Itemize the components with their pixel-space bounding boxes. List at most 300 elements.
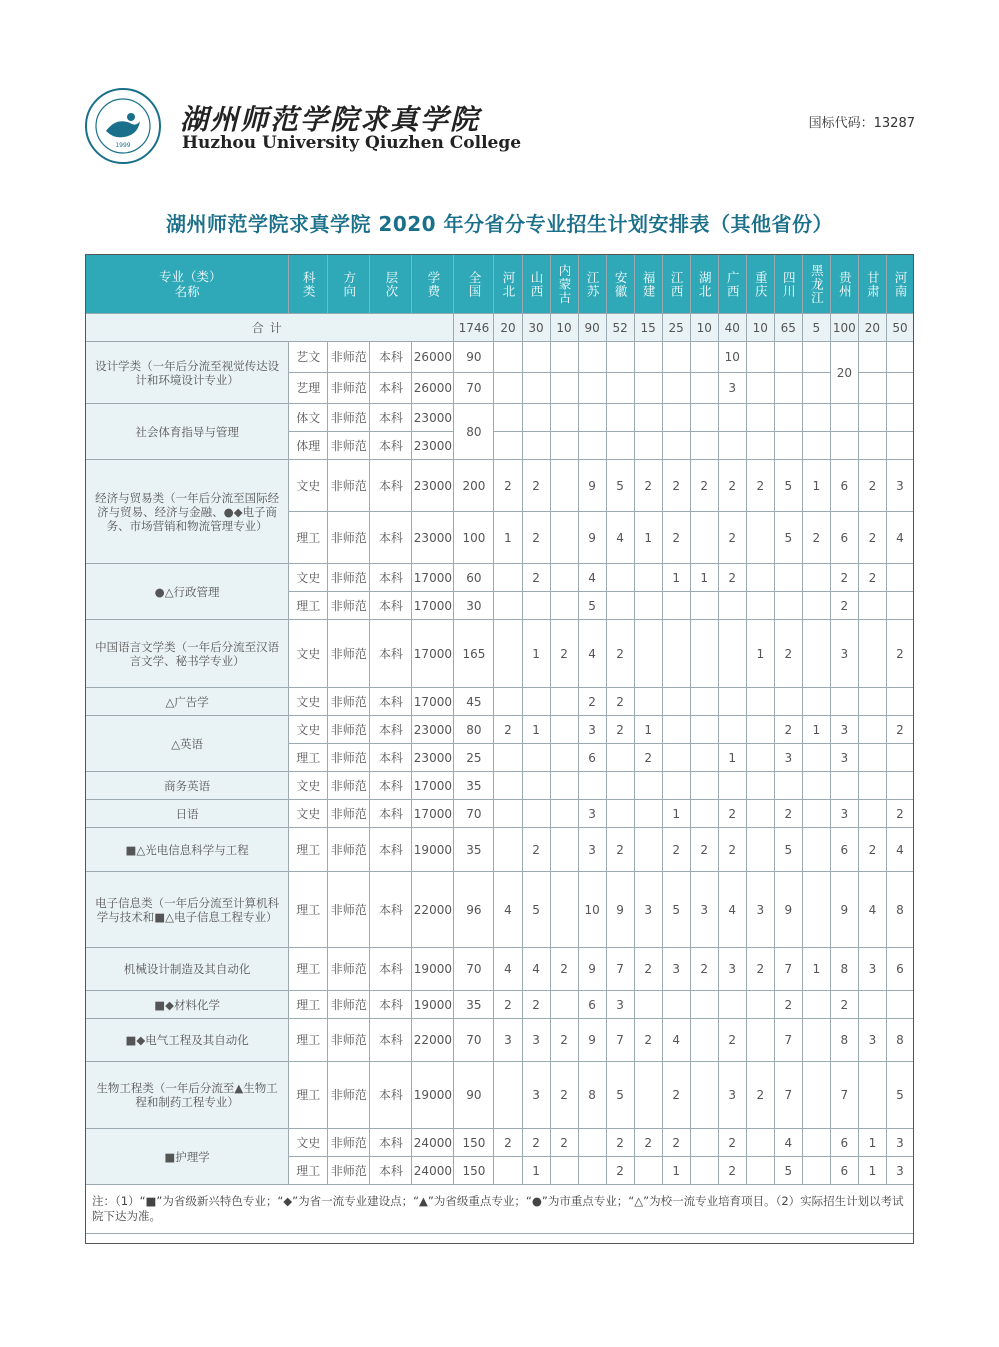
cc-cell: 本科 <box>370 1129 412 1157</box>
province-cell <box>634 1062 662 1129</box>
province-cell: 6 <box>830 1157 858 1185</box>
province-cell <box>802 991 830 1019</box>
note-row <box>86 1185 914 1234</box>
province-cell: 2 <box>718 800 746 828</box>
province-cell <box>550 744 578 772</box>
xf-cell: 23000 <box>412 716 454 744</box>
qg-cell: 70 <box>454 1019 494 1062</box>
province-cell <box>746 342 774 373</box>
province-cell <box>578 1129 606 1157</box>
province-cell <box>802 744 830 772</box>
province-cell: 2 <box>662 512 690 564</box>
province-cell: 3 <box>718 948 746 991</box>
province-cell <box>746 772 774 800</box>
col-province: 河南 <box>886 255 913 314</box>
col-province: 山西 <box>522 255 550 314</box>
province-cell <box>746 991 774 1019</box>
cc-cell: 本科 <box>370 564 412 592</box>
col-major: 专业（类）名称 <box>86 255 289 314</box>
xf-cell: 17000 <box>412 620 454 688</box>
college-name-cn: 湖州师范学院求真学院 <box>180 103 481 136</box>
province-cell <box>690 688 718 716</box>
major-name: ■◆材料化学 <box>86 991 289 1019</box>
province-cell: 3 <box>718 1062 746 1129</box>
province-cell: 2 <box>858 512 886 564</box>
province-cell: 2 <box>522 1129 550 1157</box>
province-cell <box>746 716 774 744</box>
province-cell: 2 <box>606 1157 634 1185</box>
province-cell <box>746 1129 774 1157</box>
qg-cell: 80 <box>454 716 494 744</box>
major-name: ●△行政管理 <box>86 564 289 620</box>
province-cell <box>858 1062 886 1129</box>
ke-cell: 理工 <box>289 592 328 620</box>
cc-cell: 本科 <box>370 1157 412 1185</box>
province-cell <box>634 592 662 620</box>
province-cell: 2 <box>606 828 634 872</box>
province-cell <box>886 772 913 800</box>
ke-cell: 理工 <box>289 991 328 1019</box>
province-cell: 2 <box>774 991 802 1019</box>
total-cell: 40 <box>718 314 746 342</box>
qg-cell: 80 <box>454 404 494 460</box>
province-cell: 1 <box>858 1157 886 1185</box>
province-cell <box>746 512 774 564</box>
col-province: 安徽 <box>606 255 634 314</box>
province-cell: 1 <box>802 716 830 744</box>
province-cell: 2 <box>494 460 522 512</box>
cc-cell: 本科 <box>370 342 412 373</box>
province-cell: 2 <box>690 460 718 512</box>
cc-cell: 本科 <box>370 772 412 800</box>
college-name-en: Huzhou University Qiuzhen College <box>182 133 522 153</box>
province-cell <box>718 688 746 716</box>
xf-cell: 17000 <box>412 592 454 620</box>
province-cell <box>494 564 522 592</box>
major-name: ■护理学 <box>86 1129 289 1185</box>
province-cell <box>662 772 690 800</box>
col-province: 江西 <box>662 255 690 314</box>
qg-cell: 60 <box>454 564 494 592</box>
enrollment-table <box>85 254 914 1234</box>
province-cell <box>886 373 913 404</box>
province-cell: 2 <box>886 716 913 744</box>
qg-cell: 35 <box>454 772 494 800</box>
province-cell <box>690 342 718 373</box>
province-cell <box>858 592 886 620</box>
province-cell <box>606 342 634 373</box>
cc-cell: 本科 <box>370 1019 412 1062</box>
province-cell <box>606 592 634 620</box>
table-body <box>86 314 914 1185</box>
province-cell <box>578 342 606 373</box>
province-cell <box>802 1019 830 1062</box>
fx-cell: 非师范 <box>328 828 370 872</box>
province-cell <box>718 404 746 432</box>
fx-cell: 非师范 <box>328 1129 370 1157</box>
province-cell: 4 <box>886 512 913 564</box>
province-cell <box>802 373 830 404</box>
province-cell <box>858 716 886 744</box>
province-cell <box>774 432 802 460</box>
col-fx: 方向 <box>328 255 370 314</box>
province-cell: 2 <box>494 1129 522 1157</box>
province-cell: 3 <box>858 1019 886 1062</box>
province-cell: 2 <box>550 1019 578 1062</box>
fx-cell: 非师范 <box>328 744 370 772</box>
table-row <box>86 991 914 1019</box>
col-province: 河北 <box>494 255 522 314</box>
ke-cell: 文史 <box>289 620 328 688</box>
province-cell <box>494 1062 522 1129</box>
province-cell: 2 <box>774 800 802 828</box>
cc-cell: 本科 <box>370 744 412 772</box>
province-cell <box>634 404 662 432</box>
province-cell <box>550 564 578 592</box>
ke-cell: 体理 <box>289 432 328 460</box>
province-cell: 2 <box>718 1019 746 1062</box>
national-code: 国标代码：13287 <box>808 116 915 131</box>
cc-cell: 本科 <box>370 460 412 512</box>
province-cell: 5 <box>886 1062 913 1129</box>
province-cell <box>550 772 578 800</box>
total-cell: 20 <box>858 314 886 342</box>
province-cell <box>494 800 522 828</box>
ke-cell: 文史 <box>289 688 328 716</box>
province-cell <box>494 404 522 432</box>
province-cell <box>802 592 830 620</box>
xf-cell: 23000 <box>412 432 454 460</box>
xf-cell: 24000 <box>412 1129 454 1157</box>
province-cell: 1 <box>802 460 830 512</box>
province-cell: 2 <box>774 620 802 688</box>
province-cell: 2 <box>746 460 774 512</box>
province-cell <box>550 460 578 512</box>
ke-cell: 体文 <box>289 404 328 432</box>
province-cell: 4 <box>886 828 913 872</box>
province-cell: 3 <box>690 872 718 948</box>
qg-cell: 90 <box>454 342 494 373</box>
province-cell: 4 <box>662 1019 690 1062</box>
col-province: 内蒙古 <box>550 255 578 314</box>
province-cell <box>746 404 774 432</box>
province-cell <box>662 716 690 744</box>
province-cell <box>578 1157 606 1185</box>
province-cell: 2 <box>634 1129 662 1157</box>
cc-cell: 本科 <box>370 948 412 991</box>
province-cell: 8 <box>886 1019 913 1062</box>
province-cell <box>746 688 774 716</box>
province-cell: 2 <box>522 828 550 872</box>
province-cell <box>634 373 662 404</box>
province-cell <box>494 620 522 688</box>
province-cell: 9 <box>578 948 606 991</box>
province-cell: 2 <box>522 512 550 564</box>
cc-cell: 本科 <box>370 512 412 564</box>
fx-cell: 非师范 <box>328 1157 370 1185</box>
province-cell: 5 <box>578 592 606 620</box>
page-title: 湖州师范学院求真学院 2020 年分省分专业招生计划安排表（其他省份） <box>165 212 834 236</box>
xf-cell: 19000 <box>412 1062 454 1129</box>
province-cell: 6 <box>830 460 858 512</box>
province-cell: 2 <box>690 828 718 872</box>
province-cell <box>550 800 578 828</box>
province-cell: 1 <box>690 564 718 592</box>
province-cell <box>606 772 634 800</box>
province-cell: 6 <box>578 991 606 1019</box>
province-cell: 3 <box>746 872 774 948</box>
province-cell <box>718 716 746 744</box>
province-cell: 3 <box>830 800 858 828</box>
province-cell: 10 <box>578 872 606 948</box>
province-cell <box>550 1157 578 1185</box>
province-cell: 9 <box>774 872 802 948</box>
province-cell <box>494 342 522 373</box>
fx-cell: 非师范 <box>328 592 370 620</box>
province-cell: 9 <box>830 872 858 948</box>
province-cell <box>522 432 550 460</box>
province-cell: 1 <box>494 512 522 564</box>
province-cell <box>802 688 830 716</box>
province-cell: 9 <box>606 872 634 948</box>
col-province: 四川 <box>774 255 802 314</box>
province-cell <box>494 432 522 460</box>
province-cell: 5 <box>774 460 802 512</box>
cc-cell: 本科 <box>370 592 412 620</box>
province-cell <box>522 404 550 432</box>
qg-cell: 35 <box>454 828 494 872</box>
province-cell <box>858 991 886 1019</box>
province-cell: 5 <box>774 1157 802 1185</box>
province-cell <box>578 373 606 404</box>
province-cell: 6 <box>830 512 858 564</box>
province-cell <box>690 991 718 1019</box>
xf-cell: 22000 <box>412 1019 454 1062</box>
fx-cell: 非师范 <box>328 1062 370 1129</box>
qg-cell: 30 <box>454 592 494 620</box>
province-cell: 2 <box>886 800 913 828</box>
province-cell <box>690 373 718 404</box>
province-cell: 3 <box>830 620 858 688</box>
page-header <box>0 0 999 190</box>
province-cell: 3 <box>886 460 913 512</box>
province-cell: 2 <box>522 460 550 512</box>
province-cell <box>494 772 522 800</box>
fx-cell: 非师范 <box>328 404 370 432</box>
province-cell: 7 <box>830 1062 858 1129</box>
major-name: 经济与贸易类（一年后分流至国际经济与贸易、经济与金融、●◆电子商务、市场营销和物流管理专业） <box>86 460 289 564</box>
province-cell: 2 <box>718 828 746 872</box>
province-cell: 2 <box>606 1129 634 1157</box>
ke-cell: 理工 <box>289 1062 328 1129</box>
province-cell <box>690 716 718 744</box>
table-row <box>86 342 914 373</box>
table-row <box>86 1019 914 1062</box>
province-cell <box>550 991 578 1019</box>
province-cell <box>634 1157 662 1185</box>
cc-cell: 本科 <box>370 716 412 744</box>
province-cell: 2 <box>802 512 830 564</box>
total-cell: 10 <box>550 314 578 342</box>
fx-cell: 非师范 <box>328 688 370 716</box>
province-cell <box>858 404 886 432</box>
province-cell <box>774 688 802 716</box>
total-cell: 100 <box>830 314 858 342</box>
province-cell: 1 <box>662 1157 690 1185</box>
ke-cell: 理工 <box>289 744 328 772</box>
province-cell <box>886 991 913 1019</box>
province-cell <box>690 744 718 772</box>
province-cell <box>858 620 886 688</box>
province-cell: 20 <box>830 342 858 404</box>
fx-cell: 非师范 <box>328 512 370 564</box>
province-cell <box>858 688 886 716</box>
province-cell <box>578 432 606 460</box>
total-cell: 5 <box>802 314 830 342</box>
province-cell: 1 <box>522 1157 550 1185</box>
province-cell <box>550 872 578 948</box>
province-cell <box>578 404 606 432</box>
province-cell <box>746 800 774 828</box>
province-cell <box>690 620 718 688</box>
xf-cell: 26000 <box>412 342 454 373</box>
province-cell <box>886 342 913 373</box>
col-province: 黑龙江 <box>802 255 830 314</box>
province-cell <box>550 592 578 620</box>
province-cell: 2 <box>718 1157 746 1185</box>
province-cell <box>886 592 913 620</box>
province-cell <box>746 592 774 620</box>
province-cell: 2 <box>550 1062 578 1129</box>
province-cell: 3 <box>830 716 858 744</box>
ke-cell: 理工 <box>289 828 328 872</box>
total-cell: 65 <box>774 314 802 342</box>
cc-cell: 本科 <box>370 800 412 828</box>
major-name: 设计学类（一年后分流至视觉传达设计和环境设计专业） <box>86 342 289 404</box>
province-cell: 1 <box>634 716 662 744</box>
province-cell <box>690 800 718 828</box>
province-cell <box>550 716 578 744</box>
table-row <box>86 688 914 716</box>
province-cell <box>578 772 606 800</box>
province-cell <box>886 404 913 432</box>
province-cell <box>802 872 830 948</box>
province-cell: 9 <box>578 512 606 564</box>
total-cell: 50 <box>886 314 913 342</box>
province-cell: 5 <box>522 872 550 948</box>
province-cell: 2 <box>718 1129 746 1157</box>
ke-cell: 艺文 <box>289 342 328 373</box>
col-province: 福建 <box>634 255 662 314</box>
province-cell <box>634 688 662 716</box>
province-cell <box>746 828 774 872</box>
xf-cell: 19000 <box>412 991 454 1019</box>
province-cell <box>690 1157 718 1185</box>
xf-cell: 22000 <box>412 872 454 948</box>
province-cell: 6 <box>578 744 606 772</box>
table-header-row <box>86 255 914 314</box>
col-province: 江苏 <box>578 255 606 314</box>
province-cell: 3 <box>578 828 606 872</box>
province-cell <box>550 404 578 432</box>
province-cell: 5 <box>774 512 802 564</box>
province-cell <box>774 772 802 800</box>
province-cell: 7 <box>774 948 802 991</box>
province-cell: 4 <box>578 620 606 688</box>
province-cell <box>886 432 913 460</box>
province-cell <box>522 373 550 404</box>
province-cell <box>718 620 746 688</box>
province-cell <box>802 800 830 828</box>
province-cell: 5 <box>606 460 634 512</box>
province-cell: 8 <box>830 948 858 991</box>
table-note: 注：（1）“■”为省级新兴特色专业；“◆”为省一流专业建设点；“▲”为省级重点专业；“●”为市重点专业；“△”为校一流专业培育项目。（2）实际招生计划以考试院下达为准。 <box>86 1185 914 1234</box>
province-cell: 1 <box>718 744 746 772</box>
province-cell <box>690 592 718 620</box>
province-cell <box>662 404 690 432</box>
ke-cell: 文史 <box>289 460 328 512</box>
province-cell <box>634 828 662 872</box>
col-cc: 层次 <box>370 255 412 314</box>
province-cell: 1 <box>522 620 550 688</box>
province-cell: 6 <box>830 828 858 872</box>
province-cell: 3 <box>606 991 634 1019</box>
province-cell: 6 <box>886 948 913 991</box>
total-cell: 15 <box>634 314 662 342</box>
xf-cell: 17000 <box>412 564 454 592</box>
province-cell: 1 <box>522 716 550 744</box>
enrollment-table-wrap <box>85 254 914 1234</box>
province-cell <box>802 564 830 592</box>
province-cell <box>494 828 522 872</box>
table-row <box>86 828 914 872</box>
province-cell: 5 <box>606 1062 634 1129</box>
province-cell <box>858 342 886 373</box>
province-cell: 1 <box>802 948 830 991</box>
province-cell: 2 <box>550 948 578 991</box>
fx-cell: 非师范 <box>328 800 370 828</box>
qg-cell: 100 <box>454 512 494 564</box>
table-row <box>86 800 914 828</box>
province-cell: 8 <box>886 872 913 948</box>
qg-cell: 165 <box>454 620 494 688</box>
ke-cell: 理工 <box>289 512 328 564</box>
province-cell: 4 <box>606 512 634 564</box>
province-cell <box>662 688 690 716</box>
col-province: 广西 <box>718 255 746 314</box>
province-cell <box>662 373 690 404</box>
province-cell: 4 <box>578 564 606 592</box>
province-cell: 2 <box>662 1062 690 1129</box>
province-cell <box>886 564 913 592</box>
total-cell: 90 <box>578 314 606 342</box>
province-cell: 3 <box>830 744 858 772</box>
province-cell: 2 <box>830 564 858 592</box>
province-cell <box>494 373 522 404</box>
province-cell <box>746 373 774 404</box>
province-cell <box>802 404 830 432</box>
province-cell <box>886 688 913 716</box>
province-cell <box>634 342 662 373</box>
province-cell <box>634 564 662 592</box>
province-cell: 7 <box>774 1062 802 1129</box>
province-cell: 3 <box>494 1019 522 1062</box>
province-cell: 2 <box>746 1062 774 1129</box>
province-cell: 10 <box>718 342 746 373</box>
seal-year: 1999 <box>115 142 131 149</box>
total-cell: 10 <box>690 314 718 342</box>
province-cell: 8 <box>830 1019 858 1062</box>
